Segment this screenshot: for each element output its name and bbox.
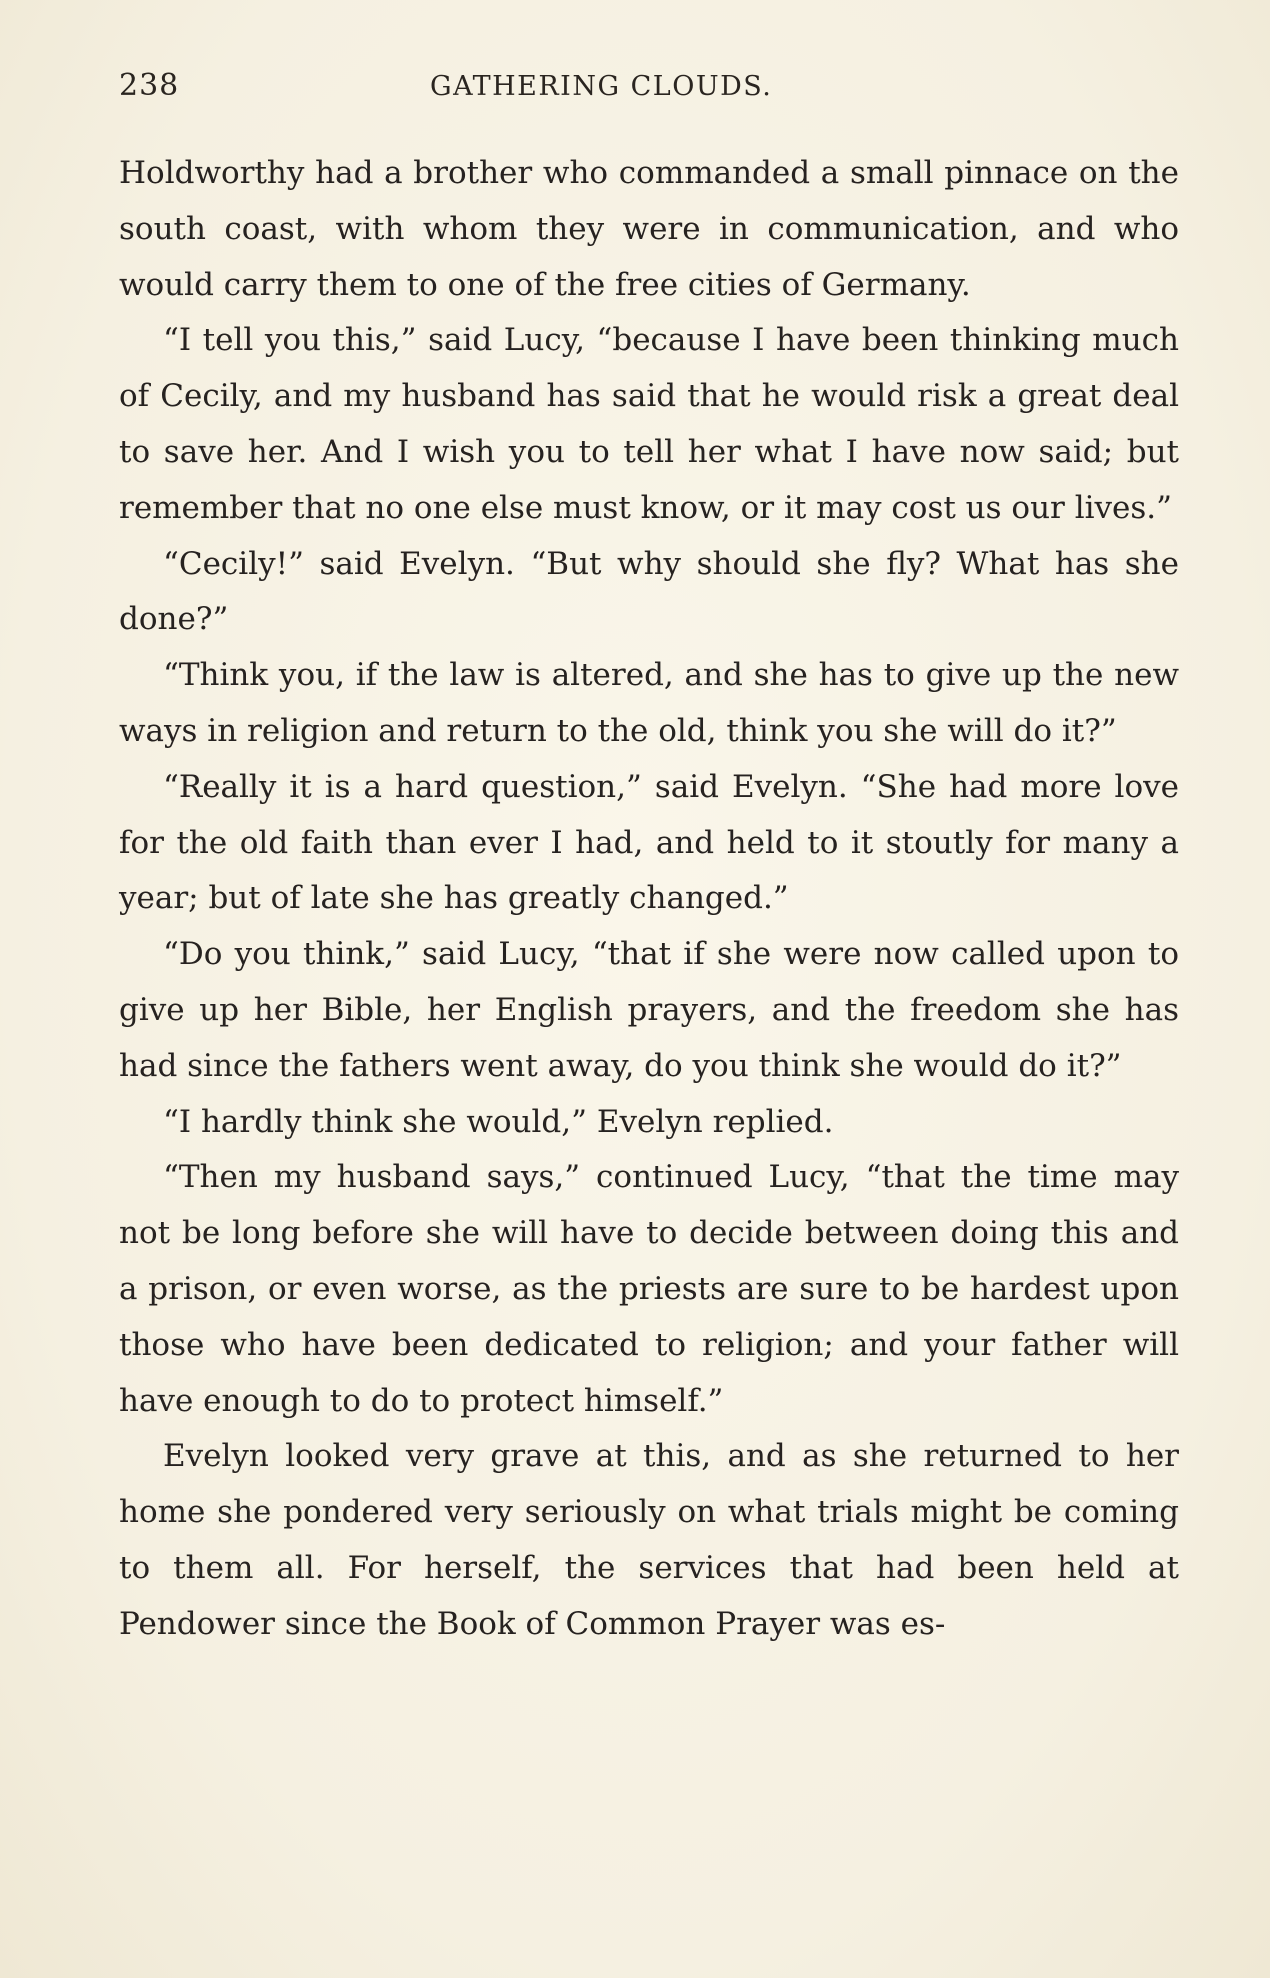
paragraph: “Really it is a hard question,” said Evelyn. “She had more love for the old faith than ever I had, and held to it stoutly for many a year; but of late she has greatly changed.” — [119, 768, 1179, 917]
paragraph: “Do you think,” said Lucy, “that if she were now called upon to give up her Bible, her English prayers, and the freedom she has had since the fathers went away, do you think she would do it?” — [119, 936, 1179, 1084]
page-header — [119, 68, 1179, 108]
body-text — [119, 146, 1179, 1653]
running-head: GATHERING CLOUDS. — [430, 71, 773, 102]
paragraph: Evelyn looked very grave at this, and as she returned to her home she pondered very seriously on what trials might be coming to them all. For herself, the services that had been held at Pendower since the Book of Common Prayer was es- — [119, 1438, 1179, 1642]
page-number: 238 — [119, 68, 180, 103]
paragraph: “Cecily!” said Evelyn. “But why should she fly? What has she done?” — [119, 545, 1179, 638]
paragraph: “I tell you this,” said Lucy, “because I have been thinking much of Cecily, and my husband has said that he would risk a great deal to save her. And I wish you to tell her what I have now said; but remember that no one else must know, or it may cost us our lives.” — [119, 322, 1179, 526]
paragraph: Holdworthy had a brother who commanded a small pinnace on the south coast, with whom they were in communication, and who would carry them to one of the free cities of Germany. — [119, 155, 1179, 303]
paragraph: “I hardly think she would,” Evelyn replied. — [163, 1103, 834, 1140]
paragraph: “Then my husband says,” continued Lucy, “that the time may not be long before she will have to decide between doing this and a prison, or even worse, as the priests are sure to be hardest upon those who have been dedicated to religion; and your father will have enough to do to protect himself.” — [119, 1159, 1179, 1419]
paragraph: “Think you, if the law is altered, and she has to give up the new ways in religion and return to the old, think you she will do it?” — [119, 657, 1179, 749]
